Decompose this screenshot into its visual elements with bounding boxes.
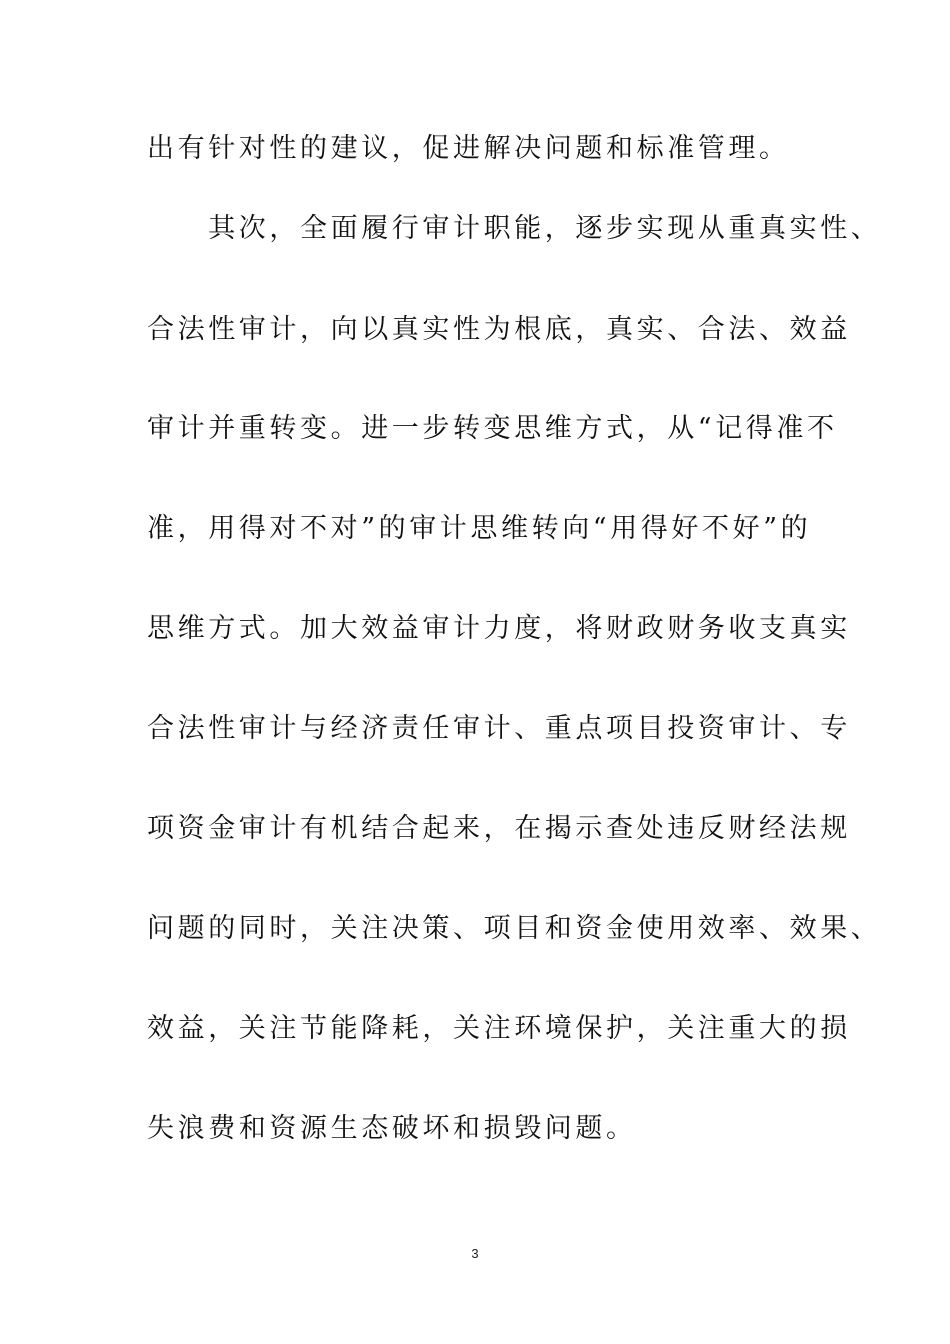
text-line: 合法性审计与经济责任审计、重点项目投资审计、专 bbox=[147, 713, 851, 744]
text-line: 思维方式。加大效益审计力度，将财政财务收支真实 bbox=[147, 613, 851, 644]
text-line: 出有针对性的建议，促进解决问题和标准管理。 bbox=[147, 133, 790, 164]
text-line: 失浪费和资源生态破坏和损毁问题。 bbox=[147, 1113, 637, 1144]
page-number: 3 bbox=[471, 1246, 479, 1261]
text-line: 项资金审计有机结合起来，在揭示查处违反财经法规 bbox=[147, 813, 851, 844]
text-line: 效益，关注节能降耗，关注环境保护，关注重大的损 bbox=[147, 1013, 851, 1044]
text-line: 准，用得对不对”的审计思维转向“用得好不好”的 bbox=[147, 513, 812, 544]
text-line: 其次，全面履行审计职能，逐步实现从重真实性、 bbox=[147, 213, 882, 244]
text-line: 问题的同时，关注决策、项目和资金使用效率、效果、 bbox=[147, 913, 882, 944]
text-line: 审计并重转变。进一步转变思维方式，从“记得准不 bbox=[147, 413, 838, 444]
text-line: 合法性审计，向以真实性为根底，真实、合法、效益 bbox=[147, 314, 851, 345]
